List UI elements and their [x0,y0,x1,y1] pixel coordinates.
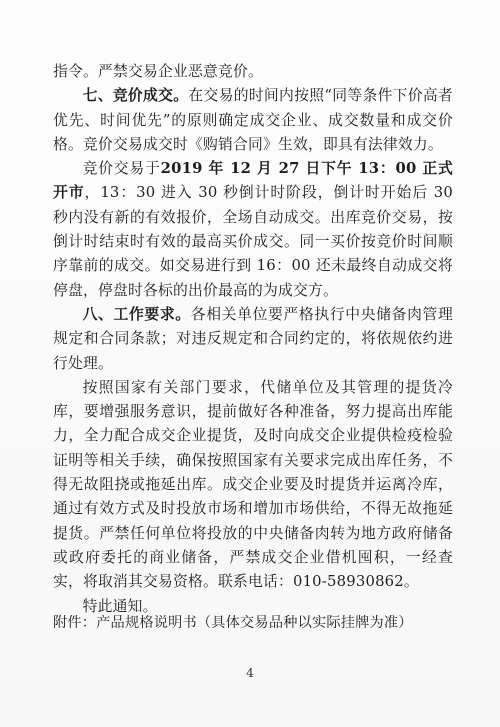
auction-time-paragraph [53,157,453,303]
auction-open-time: 2019 年 12 月 27 日下午 13：00 正式开市 [53,160,453,202]
section-8-title: 八、工作要求。 [82,305,191,323]
section-8-body: 各相关单位要严格执行中央储备肉管理规定和合同条款；对违反规定和合同约定的，将依规依约进行处理。 [53,305,453,372]
closing-notice: 特此通知。 [82,597,158,615]
section-7-body: 在交易的时间内按照“同等条件下价高者优先、时间优先”的原则确定成交企业、成交数量和成交价格。竞价交易成交时《购销合同》生效，即具有法律效力。 [53,87,454,153]
page-number: 4 [246,666,254,680]
auction-lead-text: 竞价交易于 [82,160,161,178]
auction-rules-text: ，13：30 进入 30 秒倒计时阶段，倒计时开始后 30 秒内没有新的有效报价，全场自动成交。出库竞价交易，按倒计时结束时有效的最高买价成交。同一买价按竞价时间顺序靠前的成交。如交易进行到 16：00 还未最终自动成交将停盘，停盘时各标的出价最高的为成交方。 [53,184,453,299]
attachment-note: 附件：产品规格说明书（具体交易品种以实际挂牌为准） [53,615,413,631]
section-7-paragraph [53,84,453,157]
intro-paragraph-end: 指令。严禁交易企业恶意竞价。 [53,63,263,80]
section-8-paragraph [53,303,453,376]
section-7-title: 七、竞价成交。 [82,87,189,105]
document-body [53,60,453,619]
requirements-paragraph: 按照国家有关部门要求，代储单位及其管理的提货冷库，要增强服务意识，提前做好各种准备，努力提高出库能力，全力配合成交企业提货，及时向成交企业提供检疫检验证明等相关手续，确保按照国家有关要求完成出库任务，不得无故阻挠或拖延出库。成交企业要及时提货并运离冷库，通过有效方式及时投放市场和增加市场供给，不得无故拖延提货。严禁任何单位将投放的中央储备肉转为地方政府储备或政府委托的商业储备，严禁成交企业借机囤积，一经查实，将取消其交易资格。联系电话：010-58930862。 [53,378,453,591]
